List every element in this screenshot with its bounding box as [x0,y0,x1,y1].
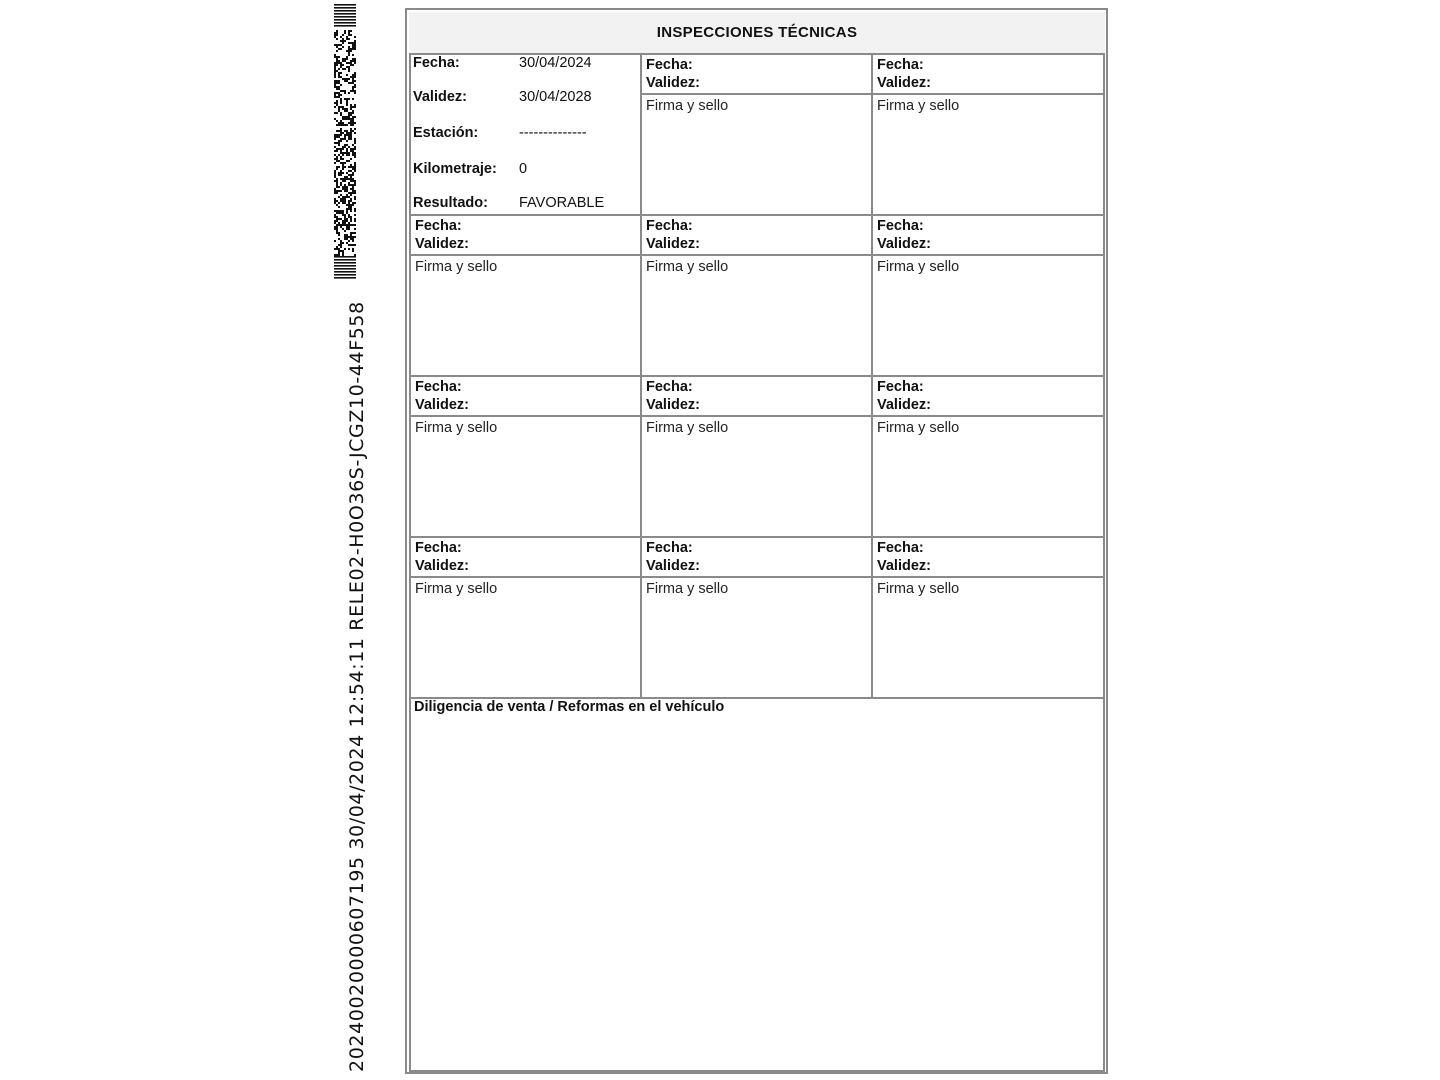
slot-header [642,538,871,578]
slot-firma-label: Firma y sello [646,581,729,597]
slot-header [411,538,640,578]
slot-validez-label: Validez: [415,236,469,252]
slot-fecha-label: Fecha: [877,57,924,73]
slot-firma-label: Firma y sello [415,259,498,275]
inspection-slot [411,377,642,538]
slot-header [873,377,1103,417]
slot-firma-label: Firma y sello [877,98,960,114]
inspection-slot [873,55,1103,216]
inspection-slot [411,538,642,699]
slot-header [642,377,871,417]
slot-firma-label: Firma y sello [877,581,960,597]
slot-firma-label: Firma y sello [877,420,960,436]
resultado-label: Resultado: [413,195,488,211]
slot-validez-label: Validez: [646,558,700,574]
slot-header [873,216,1103,256]
inspection-slot [873,538,1103,699]
form-title: INSPECCIONES TÉCNICAS [409,12,1105,55]
slot-validez-label: Validez: [646,397,700,413]
slot-fecha-label: Fecha: [877,218,924,234]
slot-firma-label: Firma y sello [415,581,498,597]
slot-firma-label: Firma y sello [646,420,729,436]
validez-label: Validez: [413,89,467,105]
slot-header [642,55,871,95]
slot-firma-label: Firma y sello [877,259,960,275]
verification-code: 20240020000607195 30/04/2024 12:54:11 RELE02-H0O36S-JCGZ10-44F558 [346,301,368,1072]
slot-validez-label: Validez: [415,397,469,413]
diligencia-heading: Diligencia de venta / Reformas en el vehículo [414,699,725,715]
slot-firma-label: Firma y sello [415,420,498,436]
inspection-slot [642,377,873,538]
slot-header [873,538,1103,578]
slot-fecha-label: Fecha: [415,540,462,556]
slot-header [642,216,871,256]
inspection-slot [411,216,642,377]
slot-fecha-label: Fecha: [415,379,462,395]
fecha-value: 30/04/2024 [519,55,592,71]
slot-validez-label: Validez: [877,397,931,413]
slot-fecha-label: Fecha: [646,57,693,73]
kilometraje-label: Kilometraje: [413,161,497,177]
slot-validez-label: Validez: [646,75,700,91]
inspection-slot [642,55,873,216]
inspection-slot [873,377,1103,538]
slot-header [873,55,1103,95]
slot-validez-label: Validez: [415,558,469,574]
estacion-label: Estación: [413,125,479,141]
slot-validez-label: Validez: [877,236,931,252]
slot-fecha-label: Fecha: [646,540,693,556]
slot-header [411,377,640,417]
validez-value: 30/04/2028 [519,89,592,105]
resultado-value: FAVORABLE [519,195,605,211]
slot-fecha-label: Fecha: [877,540,924,556]
estacion-value: -------------- [519,125,587,141]
slot-fecha-label: Fecha: [646,218,693,234]
slot-fecha-label: Fecha: [415,218,462,234]
slot-validez-label: Validez: [877,75,931,91]
slot-header [411,216,640,256]
slot-validez-label: Validez: [877,558,931,574]
inspection-slot [642,538,873,699]
fecha-label: Fecha: [413,55,460,71]
inspection-cell-filled [409,55,642,216]
inspection-slot [873,216,1103,377]
inspection-slot [642,216,873,377]
datamatrix-barcode [334,4,356,280]
slot-firma-label: Firma y sello [646,98,729,114]
slot-firma-label: Firma y sello [646,259,729,275]
slot-fecha-label: Fecha: [877,379,924,395]
kilometraje-value: 0 [519,161,528,177]
slot-validez-label: Validez: [646,236,700,252]
slot-fecha-label: Fecha: [646,379,693,395]
